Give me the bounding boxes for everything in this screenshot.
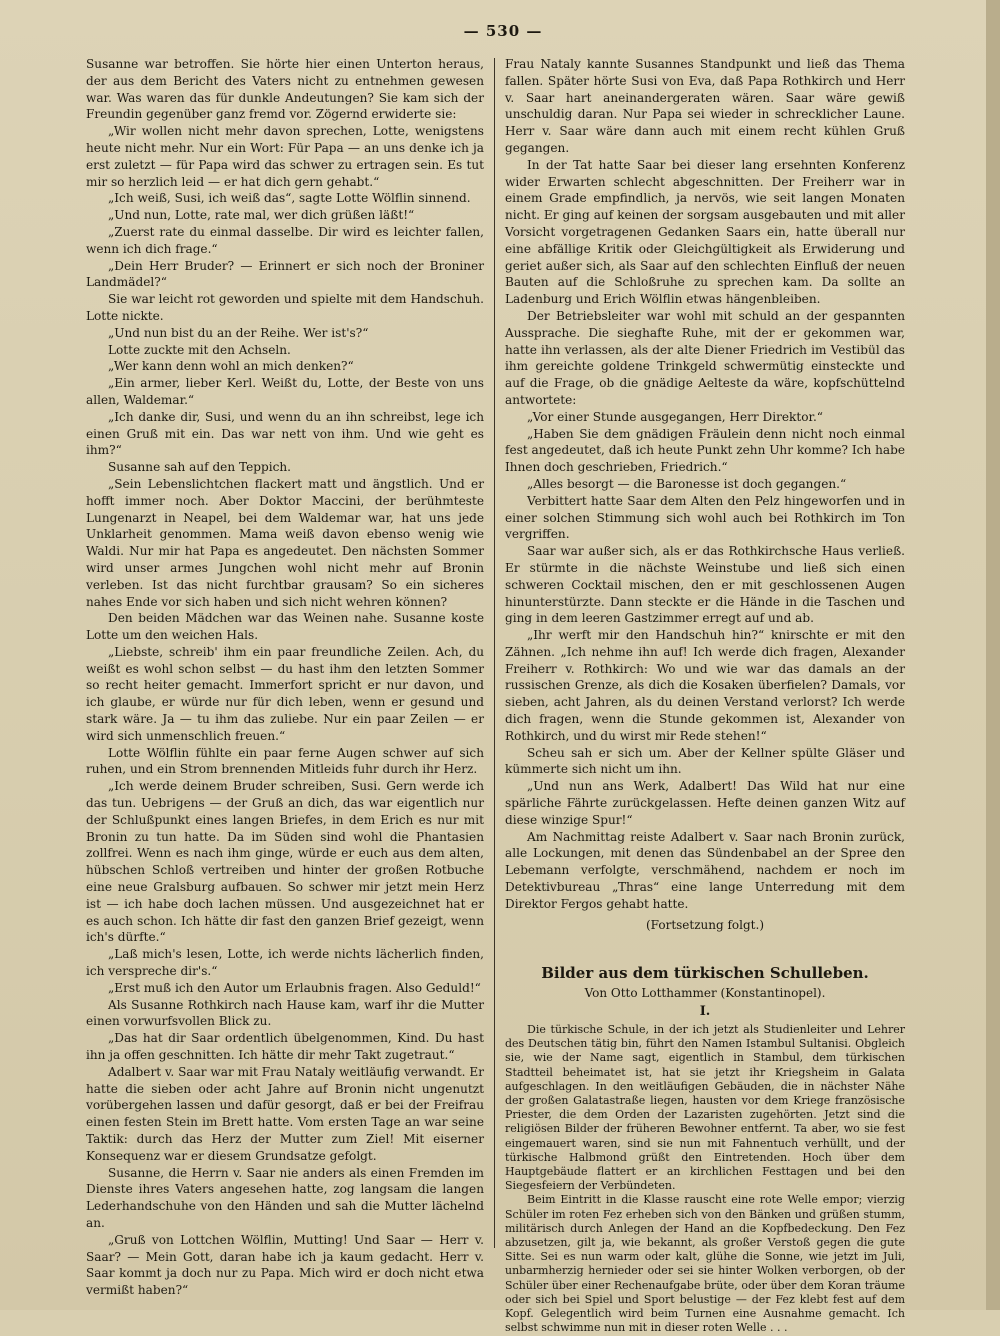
paragraph: „Gruß von Lottchen Wölflin, Mutting! Und Saar — Herr v. Saar? — Mein Gott, daran habe ich ja kaum gedacht. Herr v. Saar kommt ja doch nur zu Papa. Mich wird er doch nicht etwa vermißt haben?“ xyxy=(86,1232,484,1298)
paragraph: „Das hat dir Saar ordentlich übelgenommen, Kind. Du hast ihn ja offen geschnitten. Ich hätte dir mehr Takt zugetraut.“ xyxy=(86,1031,484,1063)
paragraph: „Haben Sie dem gnädigen Fräulein denn nicht noch einmal fest angedeutet, daß ich heute Punkt zehn Uhr komme? Ich habe Ihnen doch geschrieben, Friedrich.“ xyxy=(505,426,905,475)
paragraph: In der Tat hatte Saar bei dieser lang ersehnten Konferenz wider Erwarten schlecht abgeschnitten. Der Freiherr war in einem Grade empfindlich, ja nervös, wie seit langen Monaten nicht. Er ging auf keinen der sorgsam ausgebauten und mit aller Vorsicht vorgetragenen Gedanken Saars ein, hatte überall nur eine abfällige Kritik oder Gleichgültigkeit als Erwiderung und geriet außer sich, als Saar auf den schlechten Einfluß der neuen Bauten auf die Schloßruhe zu sprechen kam. Da sollte an Ladenburg und Erich Wölflin etwas hängenbleiben. xyxy=(505,157,905,307)
paragraph: Als Susanne Rothkirch nach Hause kam, warf ihr die Mutter einen vorwurfsvollen Blick zu. xyxy=(86,997,484,1029)
paragraph: „Und nun ans Werk, Adalbert! Das Wild hat nur eine spärliche Fährte zurückgelassen. Hefte deinen ganzen Witz auf diese winzige Spur!“ xyxy=(505,779,905,827)
paragraph: „Ich weiß, Susi, ich weiß das“, sagte Lotte Wölflin sinnend. xyxy=(108,191,471,206)
paragraph: Der Betriebsleiter war wohl mit schuld an der gespannten Aussprache. Die sieghafte Ruhe, mit der er gekommen war, hatte ihn verlassen, als der alte Diener Friedrich im Vestibül das ihm gereichte goldene Trinkgeld schwermütig einsteckte und auf die Frage, ob die gnädige Aelteste da wäre, kopfschüttelnd antwortete: xyxy=(505,308,905,407)
paragraph: Adalbert v. Saar war mit Frau Nataly weitläufig verwandt. Er hatte die sieben oder acht Jahre auf Bronin nicht ungenutzt vorübergehen lassen und dafür gesorgt, daß er bei der Freifrau einen festen Stein im Brett hatte. Vom ersten Tage an war seine Taktik: durch das Herz der Mutter zum Ziel! Mit eiserner Konsequenz war er diesem Grundsatze gefolgt. xyxy=(86,1064,484,1163)
paragraph: Saar war außer sich, als er das Rothkirchsche Haus verließ. Er stürmte in die nächste Weinstube und ließ sich einen schweren Cocktail mischen, den er mit geschlossenen Augen hinunterstürzte. Dann steckte er die Hände in die Taschen und ging in dem leeren Gastzimmer erregt auf und ab. xyxy=(505,544,905,626)
paragraph: „Dein Herr Bruder? — Erinnert er sich noch der Broniner Landmädel?“ xyxy=(86,258,484,290)
paragraph: „Laß mich's lesen, Lotte, ich werde nichts lächerlich finden, ich verspreche dir's.“ xyxy=(86,947,484,979)
paragraph: Susanne war betroffen. Sie hörte hier einen Unterton heraus, der aus dem Bericht des Vaters nicht zu entnehmen gewesen war. Was waren das für dunkle Andeutungen? Sie kam sich der Freundin gegenüber ganz fremd vor. Zögernd erwiderte sie: xyxy=(86,57,484,122)
article-title: Bilder aus dem türkischen Schulleben. xyxy=(541,964,869,983)
paragraph: „Wer kann denn wohl an mich denken?“ xyxy=(108,359,354,374)
paragraph: „Zuerst rate du einmal dasselbe. Dir wird es leichter fallen, wenn ich dich frage.“ xyxy=(86,224,484,256)
paragraph: „Alles besorgt — die Baronesse ist doch gegangen.“ xyxy=(527,476,847,491)
paragraph: Den beiden Mädchen war das Weinen nahe. Susanne koste Lotte um den weichen Hals. xyxy=(86,611,484,643)
article-byline: Von Otto Lotthammer (Konstantinopel). xyxy=(584,986,826,1001)
page-edge xyxy=(986,0,1000,1310)
paragraph: Susanne sah auf den Teppich. xyxy=(108,460,292,475)
paragraph: „Erst muß ich den Autor um Erlaubnis fragen. Also Geduld!“ xyxy=(108,980,481,995)
section-numeral: I. xyxy=(699,1004,711,1020)
paragraph: Lotte zuckte mit den Achseln. xyxy=(108,342,291,357)
paragraph: Frau Nataly kannte Susannes Standpunkt und ließ das Thema fallen. Später hörte Susi von Eva, daß Papa Rothkirch und Herr v. Saar hart aneinandergeraten wären. Saar wäre gewiß unschuldig daran. Nur Papa sei wieder in schrecklicher Laune. Herr v. Saar wäre dann auch mit einem recht kühlen Gruß gegangen. xyxy=(505,57,905,155)
paragraph: „Wir wollen nicht mehr davon sprechen, Lotte, wenigstens heute nicht mehr. Nur ein Wort: Für Papa — an uns denke ich ja erst zuletzt — für Papa wird das schwer zu ertragen sein. Es tut mir so herzlich leid — er hat dich gern gehabt.“ xyxy=(86,124,484,189)
column-divider xyxy=(494,58,495,1248)
paragraph: „Und nun bist du an der Reihe. Wer ist's?“ xyxy=(108,325,369,340)
paragraph: Scheu sah er sich um. Aber der Kellner spülte Gläser und kümmerte sich nicht um ihn. xyxy=(505,745,905,777)
paragraph: Am Nachmittag reiste Adalbert v. Saar nach Bronin zurück, alle Lockungen, mit denen das Sündenbabel an der Spree den Lebemann verfolgte, verschmähend, nachdem er noch im Detektivbureau „Thras“ eine lange Unterredung mit dem Direktor Fergos gehabt hatte. xyxy=(505,829,905,911)
paragraph: „Ich danke dir, Susi, und wenn du an ihn schreibst, lege ich einen Gruß mit ein. Das war nett von ihm. Und wie geht es ihm?“ xyxy=(86,409,484,458)
page-number: — 530 — xyxy=(463,22,543,40)
paragraph: „Ich werde deinem Bruder schreiben, Susi. Gern werde ich das tun. Uebrigens — der Gruß an dich, das war eigentlich nur der Schlußpunkt eines langen Briefes, in dem Erich es nur mit Bronin zu tun hatte. Da im Süden sind wohl die Phantasien zollfrei. Wenn es nach ihm ginge, würde er euch aus dem alten, hübschen Schloß vertreiben und hinter der großen Rotbuche eine neue Gralsburg aufbauen. So schwer mir jetzt mein Herz ist — ich habe doch lachen müssen. Und ausgezeichnet hat er es auch schon. Ich hätte dir fast den ganzen Brief gezeigt, wenn ich's dürfte.“ xyxy=(86,779,484,945)
paragraph: „Vor einer Stunde ausgegangen, Herr Direktor.“ xyxy=(527,409,823,424)
paragraph: „Ihr werft mir den Handschuh hin?“ knirschte er mit den Zähnen. „Ich nehme ihn auf! Ich werde dich fragen, Alexander Freiherr v. Rothkirch: Wo und wie war das damals an der russischen Grenze, als dich die Kosaken überfielen? Damals, vor sieben, acht Jahren, als du deinen Verstand verlorst? Ich werde dich fragen, wenn die Stunde gekommen ist, Alexander von Rothkirch, und du wirst mir Rede stehen!“ xyxy=(505,628,905,743)
paragraph: Sie war leicht rot geworden und spielte mit dem Handschuh. Lotte nickte. xyxy=(86,292,484,323)
continuation-note: (Fortsetzung folgt.) xyxy=(646,917,764,932)
paragraph: „Ein armer, lieber Kerl. Weißt du, Lotte, der Beste von uns allen, Waldemar.“ xyxy=(86,376,484,407)
paragraph: Susanne, die Herrn v. Saar nie anders als einen Fremden im Dienste ihres Vaters angesehen hatte, zog langsam die langen Lederhandschuhe von den Händen und sah die Mutter lächelnd an. xyxy=(86,1165,484,1230)
article-paragraph: Die türkische Schule, in der ich jetzt als Studienleiter und Lehrer des Deutschen tätig bin, führt den Namen Istambul Sultanisi. Obgleich sie, wie der Name sagt, eigentlich in Stambul, dem türkischen Stadtteil beheimatet ist, hat sie jetzt ihr Kriegsheim in Galata aufgeschlagen. In den weitläufigen Gebäuden, die in nächster Nähe der großen Galatastraße liegen, hausten vor dem Kriege französische Priester, die dem Orden der Lazaristen zugehörten. Jetzt sind die religiösen Bilder der früheren Bewohner entfernt. Ta aber, wo sie fest eingemauert waren, sind sie nun mit Fahnentuch verhüllt, und der türkische Halbmond grüßt den Eintretenden. Hoch über dem Hauptgebäude flattert er an kirchlichen Festtagen und bei den Siegesfeiern der Verbündeten. xyxy=(505,1023,905,1193)
article-paragraph: Beim Eintritt in die Klasse rauscht eine rote Welle empor; vierzig Schüler im roten Fez erheben sich von den Bänken und grüßen stumm, militärisch durch Anlegen der Hand an die Kopfbedeckung. Den Fez abzusetzen, gilt ja, wie bekannt, als großer Verstoß gegen die gute Sitte. Sei es nun warm oder kalt, glühe die Sonne, wie jetzt im Juli, unbarmherzig hernieder oder sei sie hinter Wolken verborgen, ob der Schüler über einer Rechenaufgabe brüte, oder über dem Koran träume oder sich bei Spiel und Sport belustige — der Fez klebt fest auf dem Kopf. Gelegentlich wird beim Turnen eine Ausnahme gemacht. Ich selbst schwimme nun mit in dieser roten Welle . . . xyxy=(505,1193,905,1335)
paragraph: Verbittert hatte Saar dem Alten den Pelz hingeworfen und in einer solchen Stimmung sich wohl auch bei Rothkirch im Ton vergriffen. xyxy=(505,493,905,542)
paragraph: „Liebste, schreib' ihm ein paar freundliche Zeilen. Ach, du weißt es wohl schon selbst — du hast ihm den letzten Sommer so recht heiter gemacht. Immerfort spricht er nur davon, und ich glaube, er würde nur für dich leben, wenn er gesund und stark wäre. Ja — tu ihm das zuliebe. Nur ein paar Zeilen — er wird sich unmenschlich freuen.“ xyxy=(86,644,484,743)
paragraph: „Und nun, Lotte, rate mal, wer dich grüßen läßt!“ xyxy=(108,208,415,223)
left-column xyxy=(86,56,484,1299)
paragraph: Lotte Wölflin fühlte ein paar ferne Augen schwer auf sich ruhen, und ein Strom brennenden Mitleids fuhr durch ihr Herz. xyxy=(86,745,484,777)
right-column xyxy=(505,56,905,1336)
paragraph: „Sein Lebenslichtchen flackert matt und ängstlich. Und er hofft immer noch. Aber Doktor Maccini, der berühmteste Lungenarzt in Neapel, bei dem Waldemar war, hat uns jede Unklarheit genommen. Mama weiß davon ebenso wenig wie Waldi. Nur mir hat Papa es angedeutet. Den nächsten Sommer wird unser armes Jungchen wohl nicht mehr auf Bronin verleben. Ist das nicht furchtbar grausam? So ein sicheres nahes Ende vor sich haben und sich nicht wehren können? xyxy=(86,476,484,609)
